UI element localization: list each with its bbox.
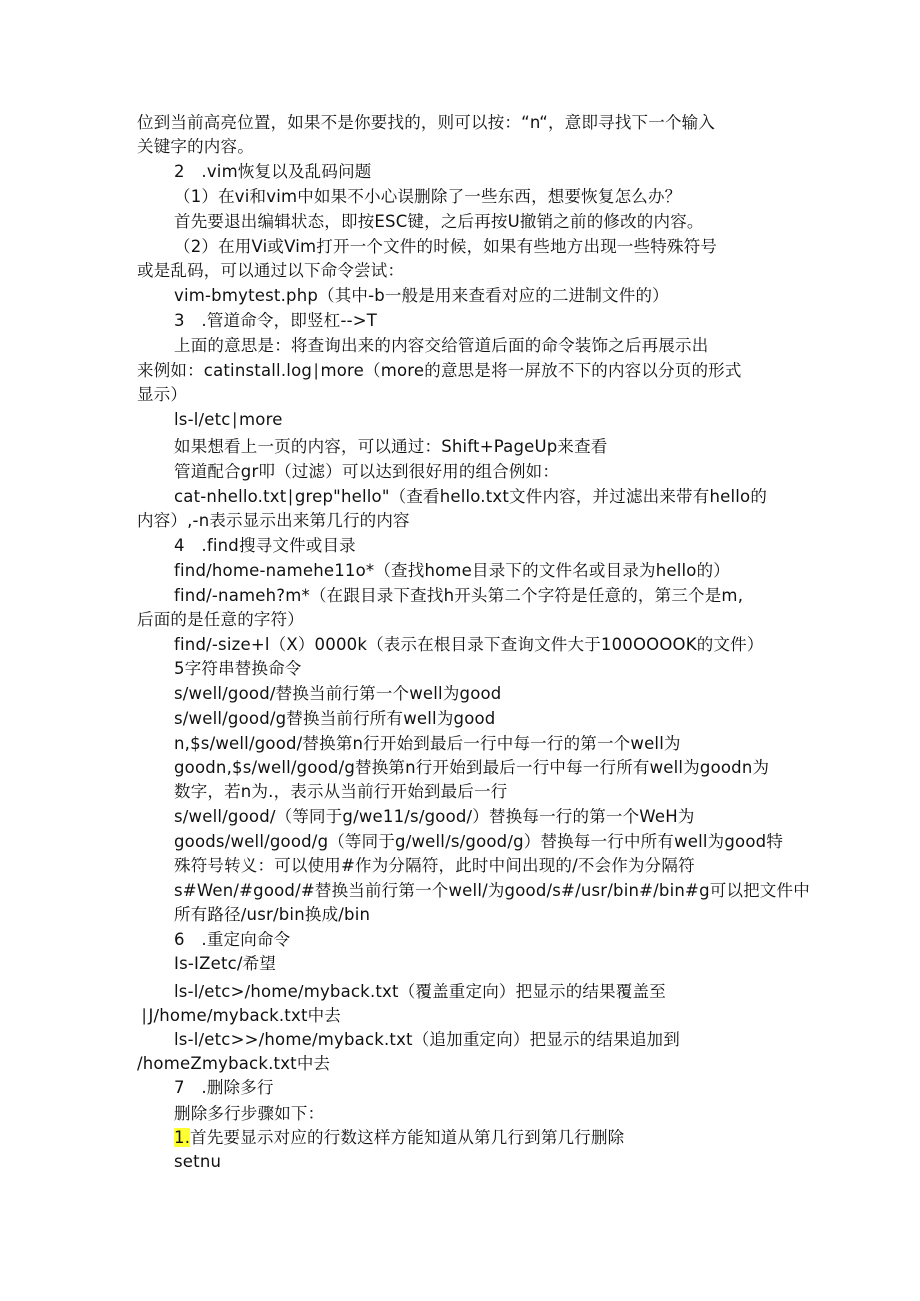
text-line-22: find∕-size+l（X）0000k（表示在根目录下查询文件大于100OOOOK的文件） [174, 635, 764, 654]
text-line-33: 所有路径∕usr∕bin换成/bin [174, 905, 371, 924]
text-line-4: （1）在vi和vim中如果不小心误删除了一些东西，想要恢复怎么办？ [174, 187, 682, 206]
text-line-16: cat-nhello.txt∣grep"hello"（查看hello.txt文件内容，并过滤出来带有hello的 [174, 487, 768, 506]
text-line-7: 或是乱码，可以通过以下命令尝试： [137, 261, 405, 280]
text-line-35: Is-IZetc/希望 [174, 954, 277, 973]
text-line-17: 内容）,-n表示显示出来第几行的内容 [137, 511, 410, 530]
text-line-25: s/well/good/g替换当前行所有well为good [174, 709, 496, 728]
text-line-28: 数字，若n为.，表示从当前行开始到最后一行 [174, 782, 508, 801]
text-line-39: /homeZmyback.txt中去 [137, 1054, 331, 1073]
highlighted-step-number: 1. [174, 1128, 191, 1147]
text-line-42 [174, 1126, 624, 1150]
text-line-32: s#Wen/#good/#替换当前行第一个well/为good/s#/usr/bin#/bin#g可以把文件中 [174, 881, 810, 900]
section-heading-3: 3 .管道命令，即竖杠-->T [174, 311, 378, 330]
text-line-31: 殊符号转义：可以使用#作为分隔符，此时中间出现的/不会作为分隔符 [174, 856, 695, 875]
text-line-24: s∕well∕good∕替换当前行第一个well为good [174, 684, 502, 703]
text-line-5: 首先要退出编辑状态，即按ESC键，之后再按U撤销之前的修改的内容。 [174, 212, 704, 231]
text-line-12: 显示） [137, 385, 188, 404]
text-line-14: 如果想看上一页的内容，可以通过：Shift+PageUp来查看 [174, 437, 608, 456]
step-text: 首先要显示对应的行数这样方能知道从第几行到第几行删除 [190, 1128, 625, 1147]
text-line-6: （2）在用Vi或Vim打开一个文件的时候，如果有些地方出现一些特殊符号 [174, 237, 718, 256]
text-line-20: find/-nameh?m*（在跟目录下查找h开头第二个字符是任意的，第三个是m, [174, 586, 744, 605]
section-heading-2: 2 .vim恢复以及乱码问题 [174, 162, 372, 181]
text-line-10: 上面的意思是：将查询出来的内容交给管道后面的命令装饰之后再展示出 [174, 336, 709, 355]
text-line-8: vim-bmytest.php（其中-b一般是用来查看对应的二进制文件的） [174, 286, 669, 305]
text-line-41: 删除多行步骤如下： [174, 1104, 325, 1123]
text-line-15: 管道配合gr叩（过滤）可以达到很好用的组合例如： [174, 462, 560, 481]
text-line-1: 位到当前高亮位置，如果不是你要找的，则可以按：“n“，意即寻找下一个输入 [137, 113, 716, 132]
text-line-27: goodn,$s/well/good/g替换第n行开始到最后一行中每一行所有well为goodn为 [174, 758, 770, 777]
text-line-2: 关键字的内容。 [137, 137, 254, 156]
text-line-19: find∕home-namehe11o*（查找home目录下的文件名或目录为hello的） [174, 561, 731, 580]
text-line-38: ls-l∕etc>>∕home∕myback.txt（追加重定向）把显示的结果追加到 [174, 1030, 680, 1049]
text-line-29: s∕well∕good∕（等同于g∕we11∕s∕good∕）替换每一行的第一个WeH为 [174, 807, 695, 826]
section-heading-6: 6 .重定向命令 [174, 930, 291, 949]
text-line-11: 来例如：catinstall.log∣more（more的意思是将一屏放不下的内容以分页的形式 [137, 361, 742, 380]
text-line-37: ∣J∕home∕myback.txt中去 [140, 1006, 342, 1025]
text-line-26: n,$s/well/good/替换第n行开始到最后一行中每一行的第一个well为 [174, 734, 681, 753]
text-line-36: ls-l∕etc>∕home∕myback.txt（覆盖重定向）把显示的结果覆盖至 [174, 982, 666, 1001]
text-line-21: 后面的是任意的字符） [137, 610, 304, 629]
text-line-30: goods/well/good/g（等同于g∕well∕s∕good∕g）替换每一行中所有well为good特 [174, 832, 784, 851]
text-line-43: setnu [174, 1152, 222, 1171]
section-heading-5: 5字符串替换命令 [174, 659, 302, 678]
text-line-13: ls-l∕etc∣more [174, 410, 283, 429]
section-heading-7: 7 .删除多行 [174, 1078, 274, 1097]
section-heading-4: 4 .find搜寻文件或目录 [174, 536, 356, 555]
